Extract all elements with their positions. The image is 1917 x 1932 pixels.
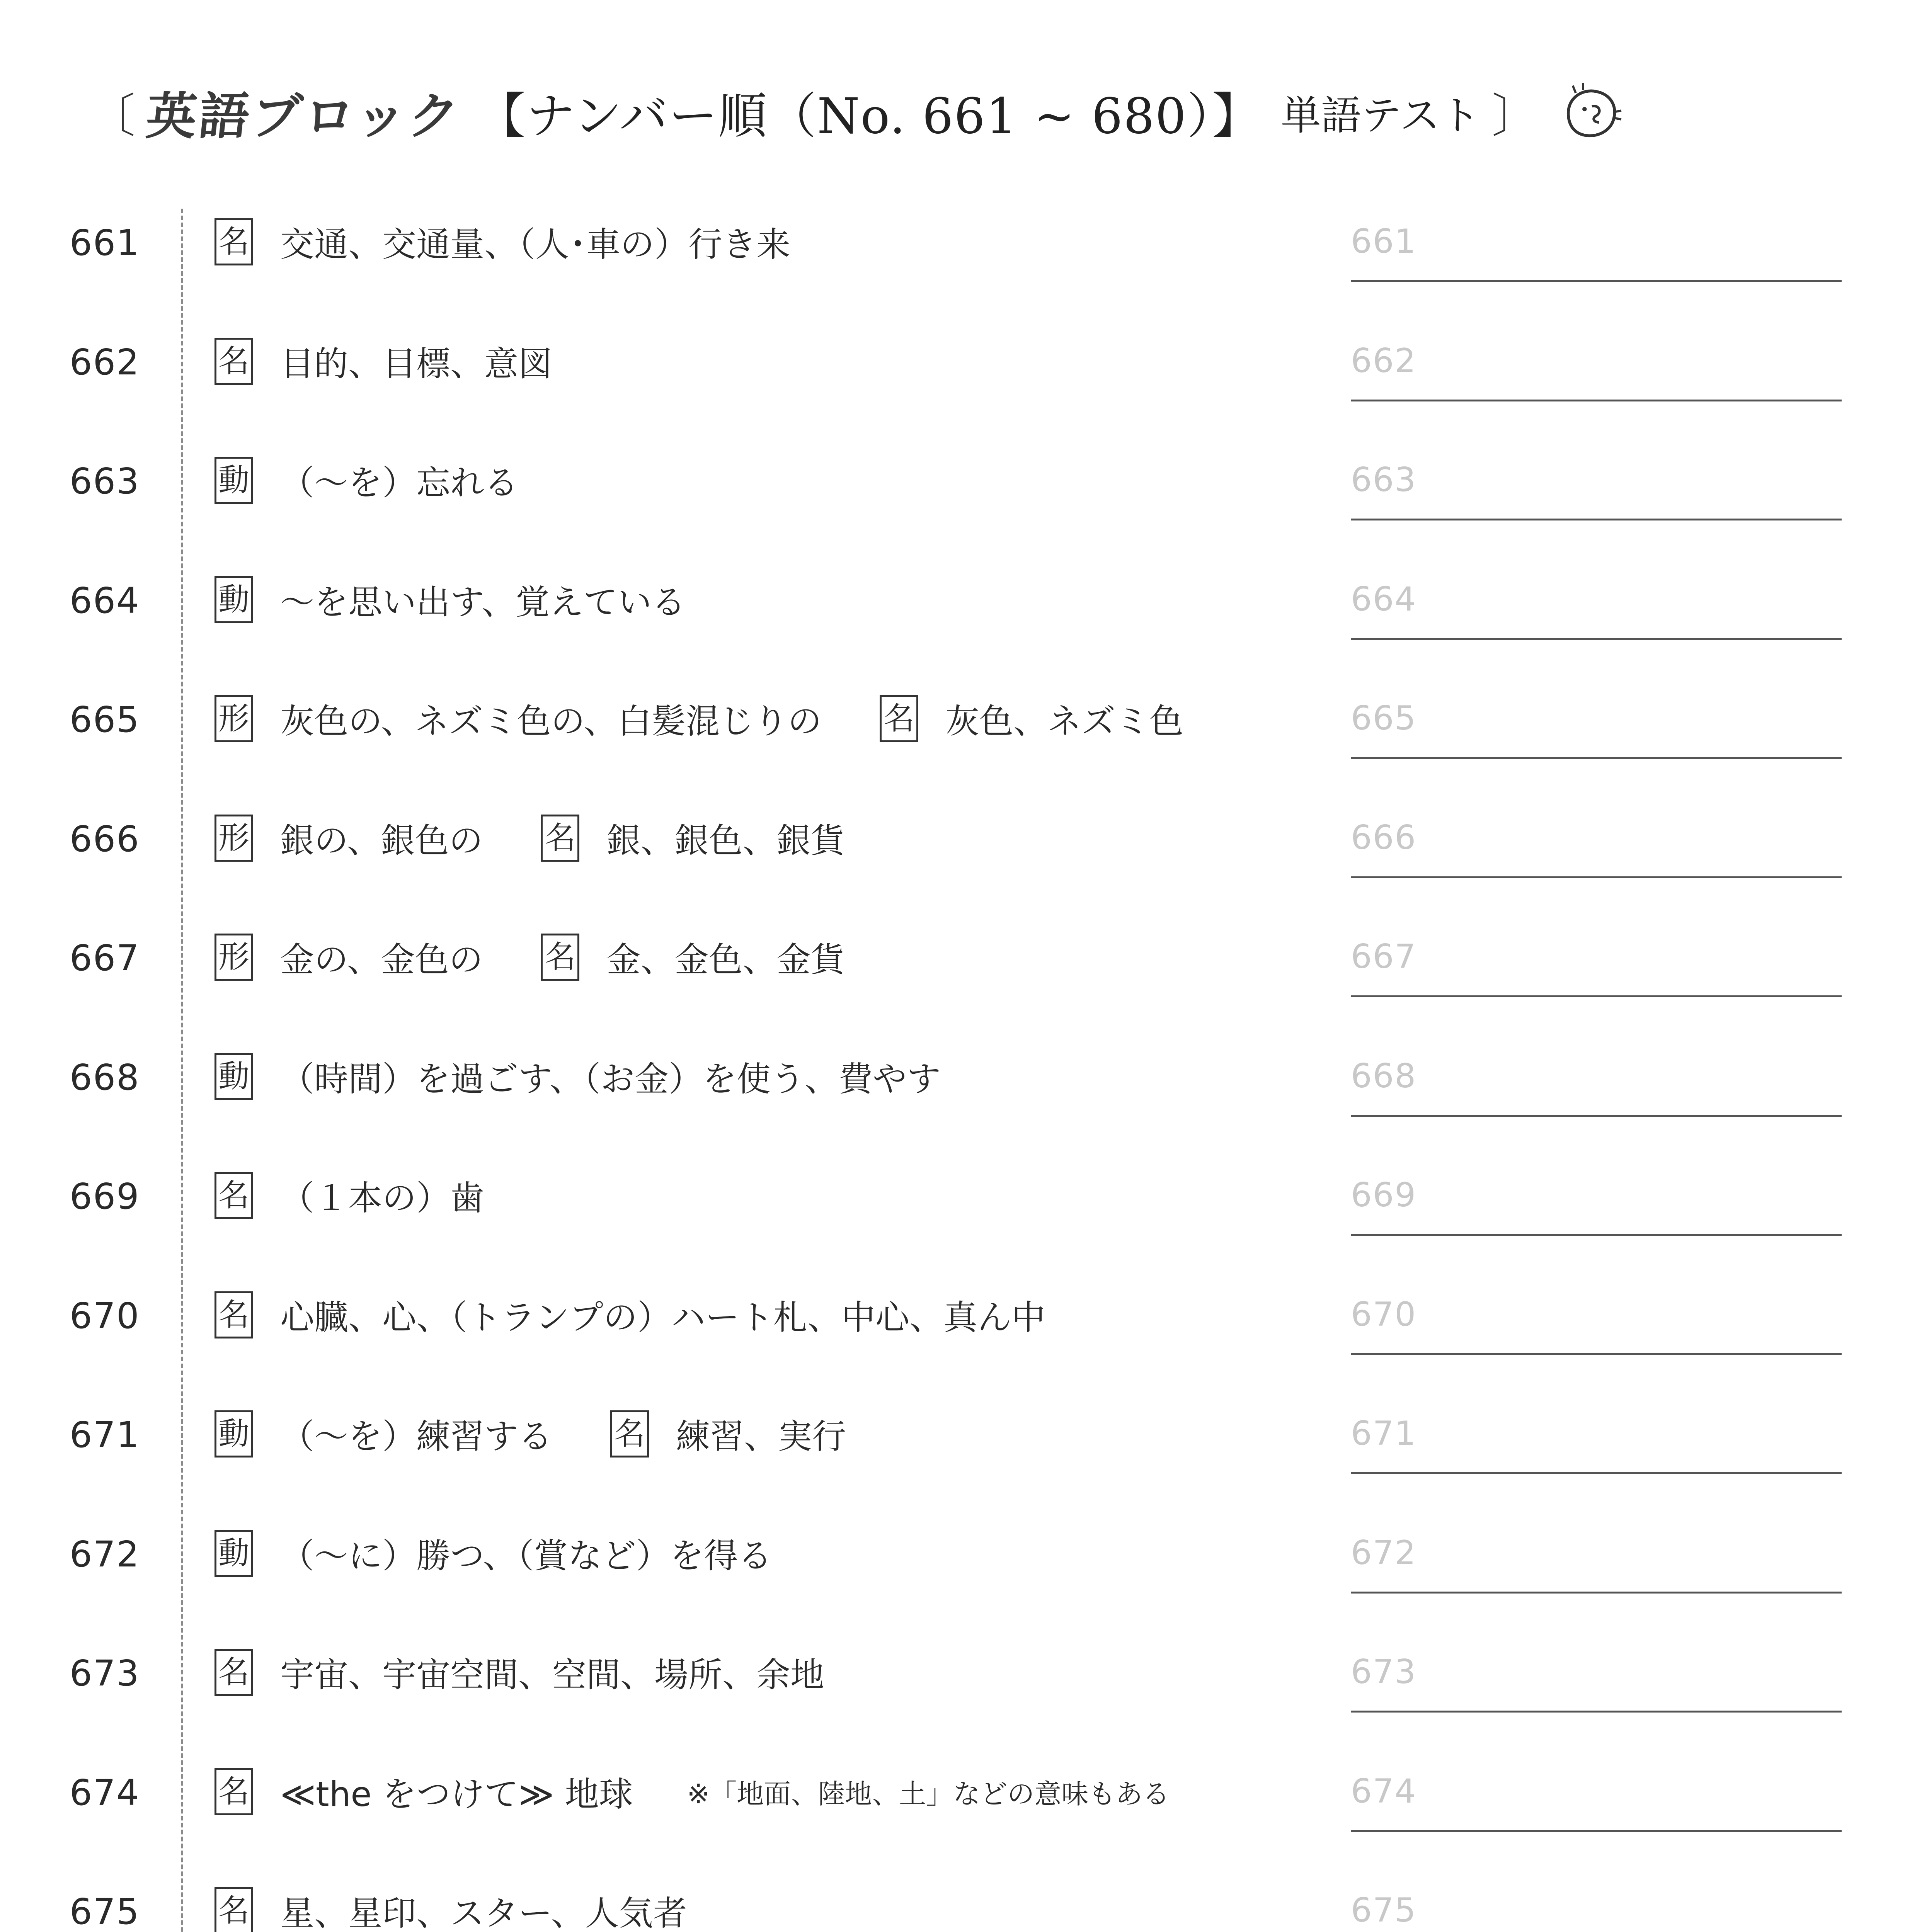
item-number: 674	[70, 1772, 140, 1813]
definition	[215, 218, 790, 266]
answer-line[interactable]	[1351, 1295, 1842, 1355]
answer-line[interactable]	[1351, 1534, 1842, 1594]
answer-line[interactable]	[1351, 222, 1842, 282]
word-row	[0, 1268, 1917, 1387]
brand-logo: 英語ブロック	[143, 87, 464, 146]
answer-number-hint: 673	[1351, 1653, 1417, 1691]
definition-text-secondary: 灰色、ネズミ色	[945, 701, 1183, 741]
definition-text: 銀の、銀色の	[280, 821, 483, 861]
definition	[215, 1648, 824, 1697]
answer-line[interactable]	[1351, 818, 1842, 878]
part-of-speech-badge: 形	[215, 815, 253, 862]
word-row	[0, 1387, 1917, 1506]
definition-note: ※「地面、陸地、土」などの意味もある	[687, 1778, 1170, 1810]
part-of-speech-badge-secondary: 名	[610, 1410, 649, 1458]
header-bracket-left: 〔	[89, 89, 135, 143]
part-of-speech-badge: 名	[215, 1172, 253, 1219]
definition-text: 灰色の、ネズミ色の、白髪混じりの	[280, 701, 822, 741]
answer-number-hint: 666	[1351, 818, 1417, 857]
definition	[215, 1767, 1170, 1816]
definition	[215, 456, 518, 505]
word-row	[0, 1149, 1917, 1268]
item-number: 667	[70, 937, 140, 979]
header-bracket-right: 〕	[1491, 89, 1538, 143]
answer-number-hint: 661	[1351, 222, 1417, 261]
answer-number-hint: 667	[1351, 937, 1417, 976]
word-row	[0, 1626, 1917, 1745]
answer-number-hint: 668	[1351, 1057, 1417, 1095]
part-of-speech-badge: 名	[215, 1768, 253, 1815]
answer-number-hint: 672	[1351, 1534, 1417, 1572]
definition	[215, 575, 686, 624]
definition	[215, 933, 845, 981]
definition-text: （時間）を過ごす、（お金）を使う、費やす	[280, 1059, 941, 1099]
word-row	[0, 434, 1917, 553]
word-row	[0, 1030, 1917, 1149]
definition-text: （～を）忘れる	[280, 463, 519, 503]
answer-line[interactable]	[1351, 1057, 1842, 1117]
answer-number-hint: 669	[1351, 1176, 1417, 1214]
word-row	[0, 910, 1917, 1029]
word-row	[0, 1864, 1917, 1932]
item-number: 664	[70, 580, 140, 621]
part-of-speech-badge: 動	[215, 1530, 253, 1577]
answer-line[interactable]	[1351, 1891, 1842, 1932]
answer-line[interactable]	[1351, 937, 1842, 997]
definition-text: 目的、目標、意図	[280, 344, 553, 384]
definition-text: （～を）練習する	[280, 1417, 553, 1456]
answer-line[interactable]	[1351, 1414, 1842, 1474]
definition	[215, 1052, 941, 1101]
definition-text-secondary: 金、金色、金貨	[606, 940, 845, 980]
definition-text: 金の、金色の	[280, 940, 483, 980]
part-of-speech-badge: 形	[215, 695, 253, 742]
item-number: 665	[70, 699, 140, 740]
answer-line[interactable]	[1351, 699, 1842, 759]
part-of-speech-badge: 形	[215, 934, 253, 981]
part-of-speech-badge: 名	[215, 338, 253, 385]
definition	[215, 1291, 1045, 1339]
definition-text-secondary: 銀、銀色、銀貨	[606, 821, 845, 861]
answer-line[interactable]	[1351, 461, 1842, 520]
answer-line[interactable]	[1351, 1176, 1842, 1236]
definition-text: 星、星印、スター、人気者	[280, 1893, 687, 1932]
part-of-speech-badge: 名	[215, 1887, 253, 1932]
answer-number-hint: 662	[1351, 342, 1417, 380]
mascot-face-icon	[1554, 75, 1627, 149]
definition-text: ～を思い出す、覚えている	[280, 582, 686, 622]
definition-text: 交通、交通量、（人･車の）行き来	[280, 224, 791, 264]
definition-text: 心臓、心、（トランプの）ハート札、中心、真ん中	[280, 1298, 1046, 1337]
definition	[215, 337, 552, 386]
answer-number-hint: 665	[1351, 699, 1417, 738]
word-row	[0, 315, 1917, 434]
word-row	[0, 672, 1917, 791]
word-row	[0, 1507, 1917, 1626]
part-of-speech-badge: 名	[215, 1649, 253, 1696]
definition	[215, 1886, 687, 1932]
word-row	[0, 791, 1917, 910]
answer-line[interactable]	[1351, 342, 1842, 401]
part-of-speech-badge: 動	[215, 1053, 253, 1100]
word-row	[0, 1745, 1917, 1864]
definition	[215, 814, 845, 862]
page-subtitle: 単語テスト	[1280, 92, 1480, 139]
definition	[215, 1529, 772, 1578]
part-of-speech-badge-secondary: 名	[541, 934, 579, 981]
definition-text: 宇宙、宇宙空間、空間、場所、余地	[280, 1655, 825, 1695]
answer-number-hint: 663	[1351, 461, 1417, 499]
item-number: 672	[70, 1534, 140, 1575]
answer-line[interactable]	[1351, 1653, 1842, 1713]
part-of-speech-badge-secondary: 名	[880, 695, 918, 742]
definition	[215, 1410, 846, 1458]
answer-number-hint: 664	[1351, 580, 1417, 619]
definition-text-secondary: 練習、実行	[676, 1417, 846, 1456]
answer-number-hint: 674	[1351, 1772, 1417, 1811]
item-number: 671	[70, 1414, 140, 1456]
definition	[215, 1171, 484, 1220]
item-number: 666	[70, 818, 140, 860]
answer-line[interactable]	[1351, 1772, 1842, 1832]
item-number: 662	[70, 342, 140, 383]
part-of-speech-badge: 動	[215, 457, 253, 504]
item-number: 668	[70, 1057, 140, 1098]
answer-number-hint: 671	[1351, 1414, 1417, 1453]
answer-line[interactable]	[1351, 580, 1842, 640]
item-number: 675	[70, 1891, 140, 1932]
part-of-speech-badge: 名	[215, 1291, 253, 1338]
page-header	[77, 73, 1627, 151]
answer-number-hint: 675	[1351, 1891, 1417, 1930]
item-number: 673	[70, 1653, 140, 1694]
item-number: 670	[70, 1295, 140, 1337]
part-of-speech-badge: 動	[215, 576, 253, 623]
item-number: 669	[70, 1176, 140, 1217]
page-title: 【ナンバー順（No. 661 ~ 680）】	[477, 87, 1262, 145]
part-of-speech-badge: 名	[215, 218, 253, 265]
word-row	[0, 553, 1917, 672]
definition-text: ≪the をつけて≫ 地球	[280, 1774, 633, 1814]
item-number: 661	[70, 222, 140, 264]
definition-text: （１本の）歯	[280, 1178, 485, 1218]
answer-number-hint: 670	[1351, 1295, 1417, 1334]
item-number: 663	[70, 461, 140, 502]
definition	[215, 694, 1183, 743]
definition-text: （～に）勝つ、（賞など）を得る	[280, 1536, 772, 1576]
word-row	[0, 195, 1917, 314]
part-of-speech-badge: 動	[215, 1410, 253, 1458]
part-of-speech-badge-secondary: 名	[541, 815, 579, 862]
